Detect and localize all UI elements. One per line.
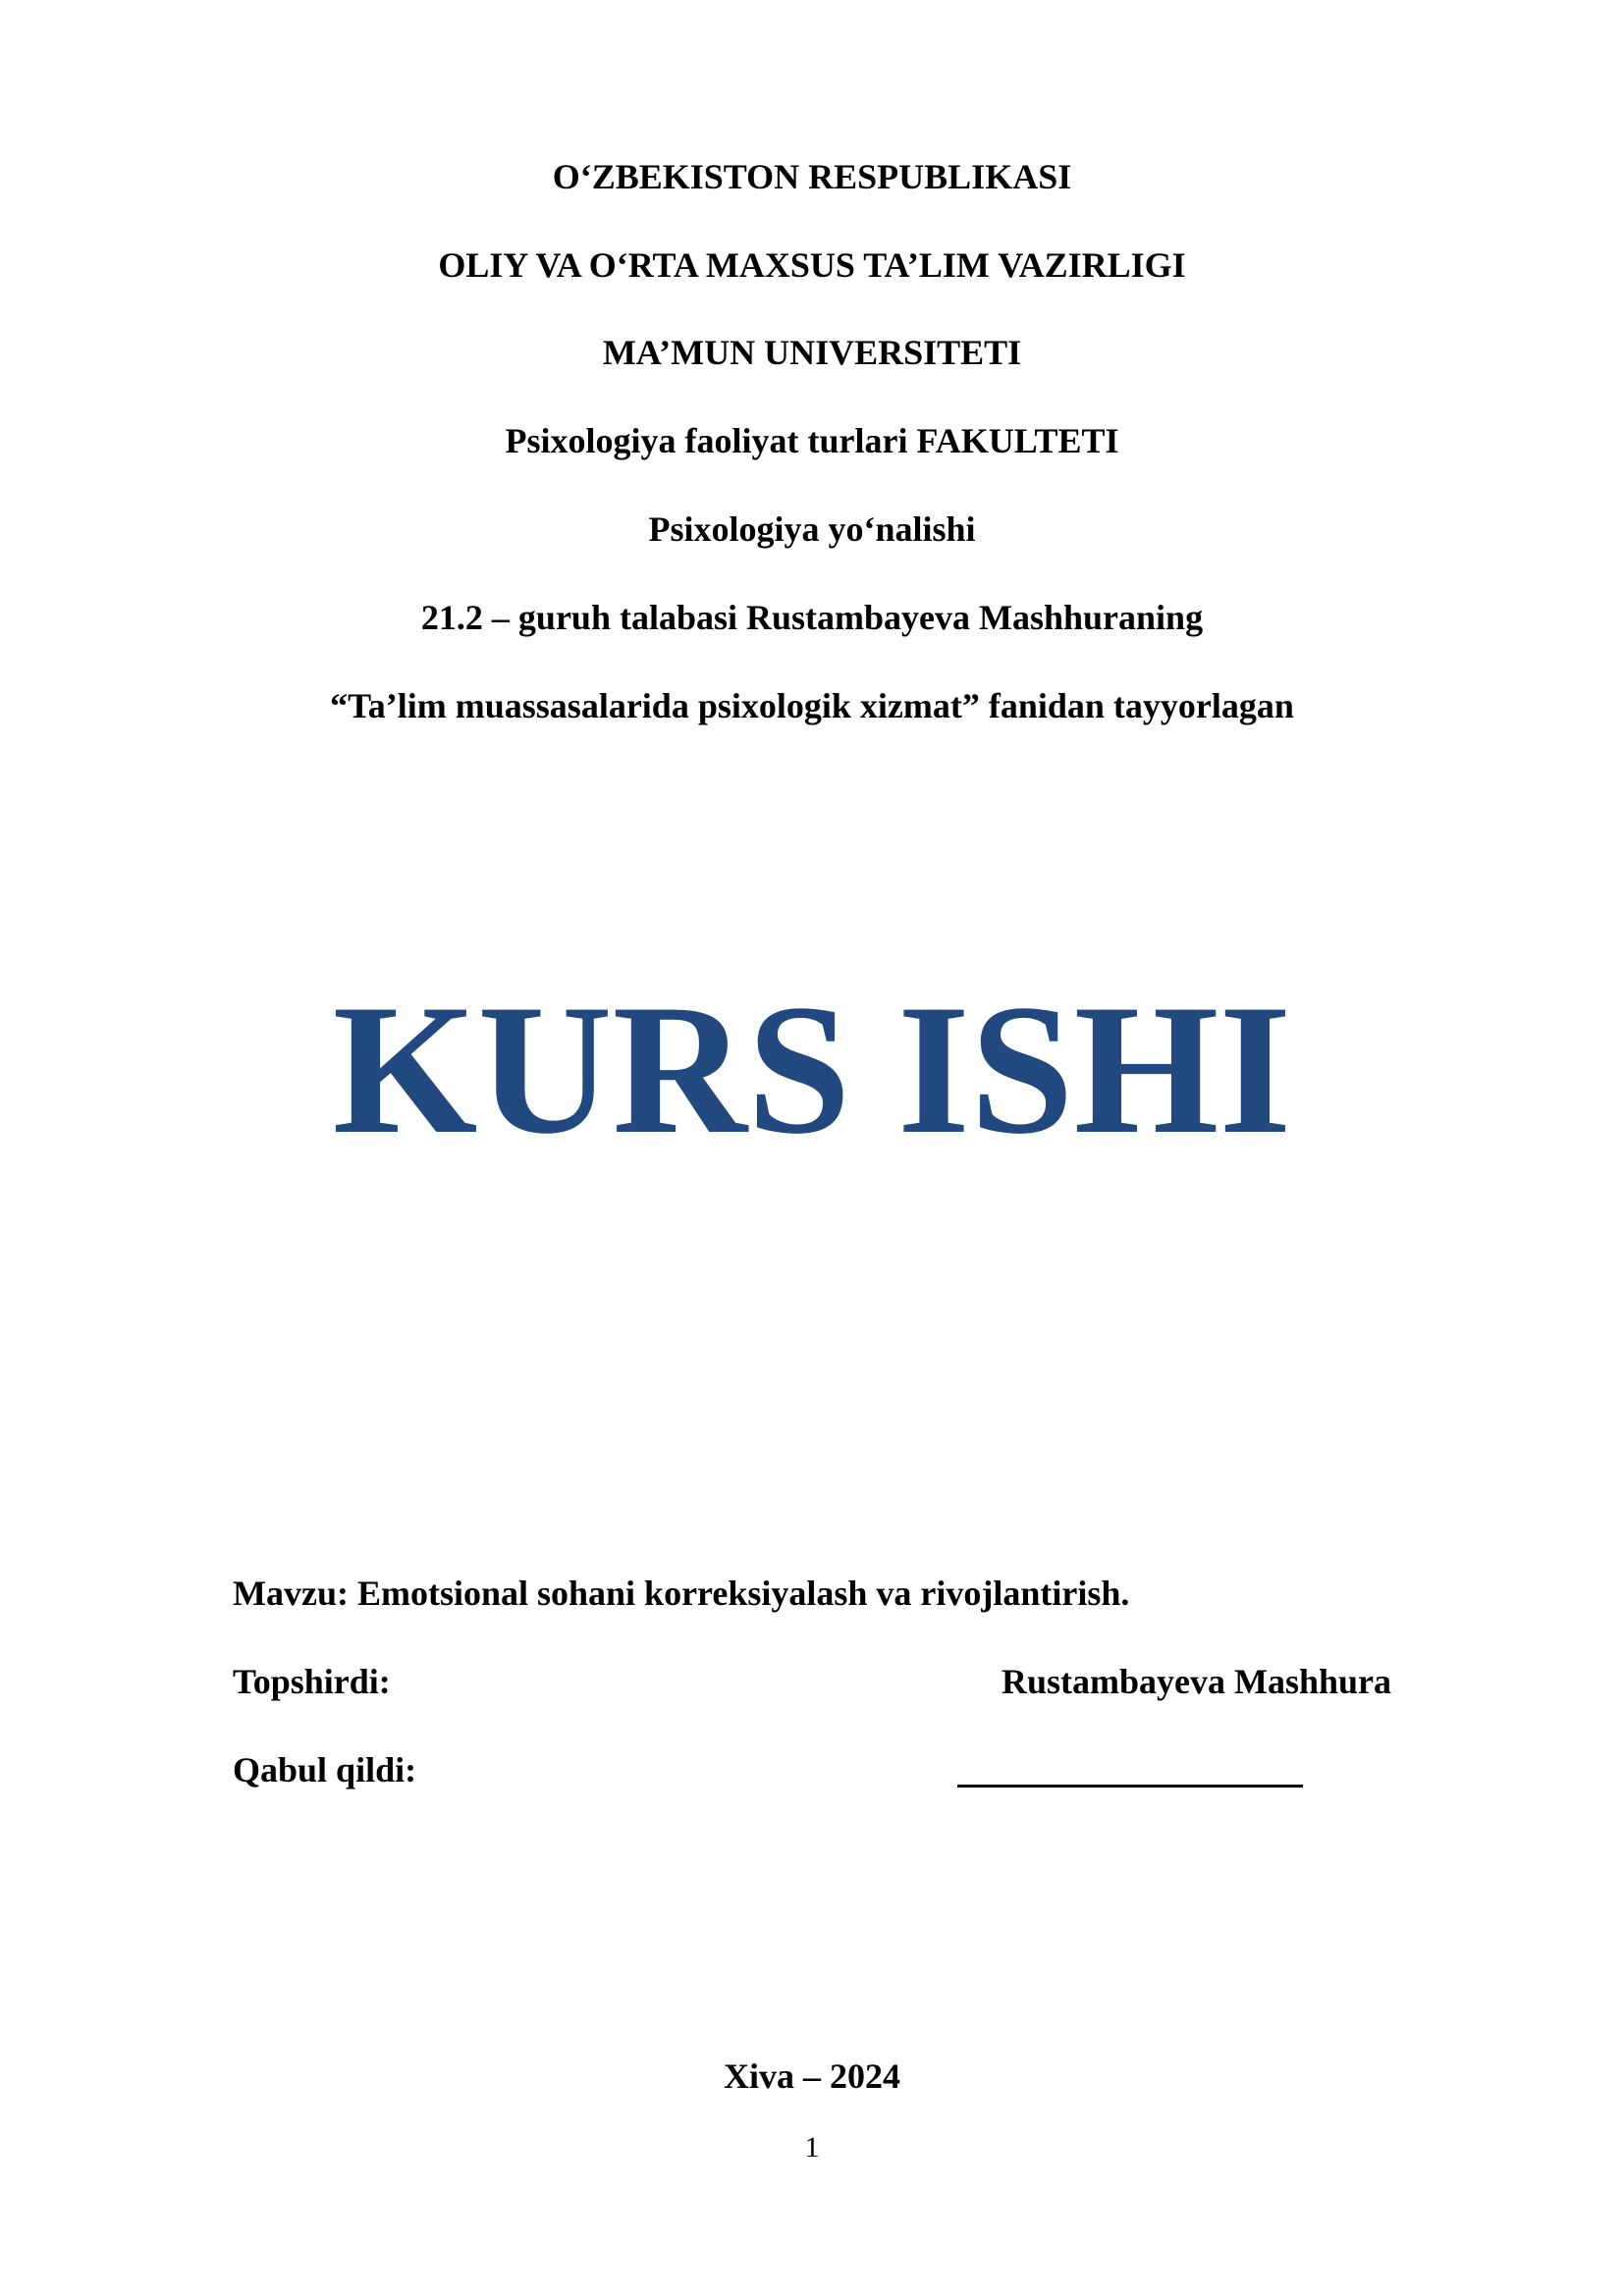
- faculty-heading: Psixologiya faoliyat turlari FAKULTETI: [505, 421, 1119, 460]
- university-heading: MA’MUN UNIVERSITETI: [602, 333, 1022, 372]
- subject-line: “Ta’lim muassasalarida psixologik xizmat” fanidan tayyorlagan: [330, 686, 1294, 725]
- submitted-value: Rustambayeva Mashhura: [1001, 1662, 1392, 1701]
- city-year: Xiva – 2024: [724, 2056, 900, 2096]
- ministry-heading: OLIY VA O‘RTA MAXSUS TA’LIM VAZIRLIGI: [438, 245, 1186, 285]
- submitted-label: Topshirdi:: [233, 1662, 391, 1701]
- document-title: KURS ISHI: [332, 967, 1292, 1173]
- topic-line: Mavzu: Emotsional sohani korreksiyalash va rivojlantirish.: [233, 1574, 1130, 1613]
- direction-heading: Psixologiya yo‘nalishi: [648, 509, 976, 549]
- accepted-label: Qabul qildi:: [233, 1750, 417, 1789]
- student-line: 21.2 – guruh talabasi Rustambayeva Mashhuraning: [420, 598, 1204, 637]
- signature-blank-line: [957, 1785, 1303, 1788]
- country-heading: O‘ZBEKISTON RESPUBLIKASI: [552, 157, 1072, 196]
- page-number: 1: [804, 2131, 820, 2163]
